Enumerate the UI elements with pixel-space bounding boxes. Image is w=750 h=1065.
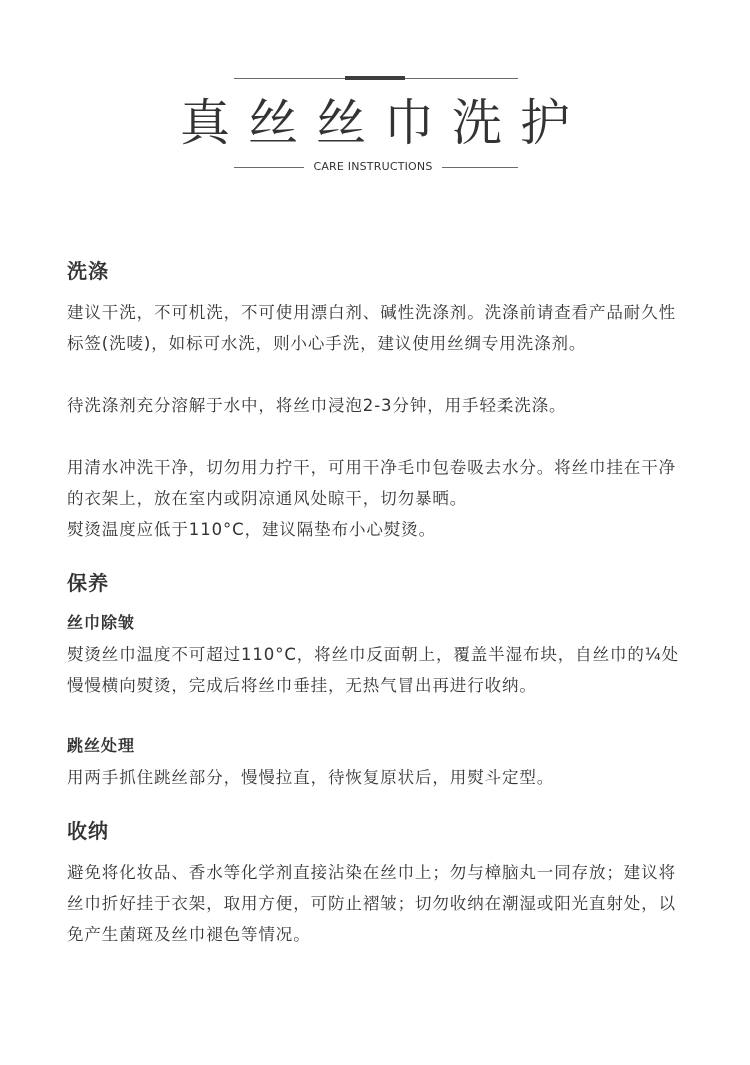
wash-paragraph-4: 熨烫温度应低于110°C，建议隔垫布小心熨烫。: [67, 520, 436, 539]
section-title-storage: 收纳: [67, 819, 109, 843]
section-title-wash: 洗涤: [67, 259, 109, 283]
section-wash: [67, 255, 692, 545]
section-title-care: 保养: [67, 571, 109, 595]
care-subtitle-wrinkle: 丝巾除皱: [67, 613, 136, 632]
wash-paragraph-2: 待洗涤剂充分溶解于水中，将丝巾浸泡2-3分钟，用手轻柔洗涤。: [67, 396, 567, 415]
care-text-snag: 用两手抓住跳丝部分，慢慢拉直，待恢复原状后，用熨斗定型。: [67, 768, 555, 787]
page-title: 真丝丝巾洗护: [180, 94, 588, 152]
care-content: [67, 255, 692, 950]
page-header: [0, 0, 750, 200]
subtitle-right-line: [442, 167, 518, 168]
header-accent-bar: [345, 76, 405, 80]
subtitle-row: [234, 158, 518, 176]
section-care: [67, 567, 692, 793]
page-subtitle: CARE INSTRUCTIONS: [313, 160, 433, 173]
section-storage: [67, 815, 692, 950]
storage-paragraph-1: 避免将化妆品、香水等化学剂直接沾染在丝巾上；勿与樟脑丸一同存放；建议将丝巾折好挂于衣架，取用方便，可防止褶皱；切勿收纳在潮湿或阳光直射处，以免产生菌斑及丝巾褪色等情况。: [67, 863, 676, 944]
subtitle-left-line: [234, 167, 304, 168]
care-subtitle-snag: 跳丝处理: [67, 736, 136, 755]
wash-paragraph-1: 建议干洗，不可机洗，不可使用漂白剂、碱性洗涤剂。洗涤前请查看产品耐久性标签(洗唛)，如标可水洗，则小心手洗，建议使用丝绸专用洗涤剂。: [67, 303, 676, 353]
wash-paragraph-3: 用清水冲洗干净，切勿用力拧干，可用干净毛巾包卷吸去水分。将丝巾挂在干净的衣架上，放在室内或阴凉通风处晾干，切勿暴晒。: [67, 458, 676, 508]
care-text-wrinkle: 熨烫丝巾温度不可超过110°C，将丝巾反面朝上，覆盖半湿布块，自丝巾的¼处慢慢横向熨烫，完成后将丝巾垂挂，无热气冒出再进行收纳。: [67, 645, 680, 695]
